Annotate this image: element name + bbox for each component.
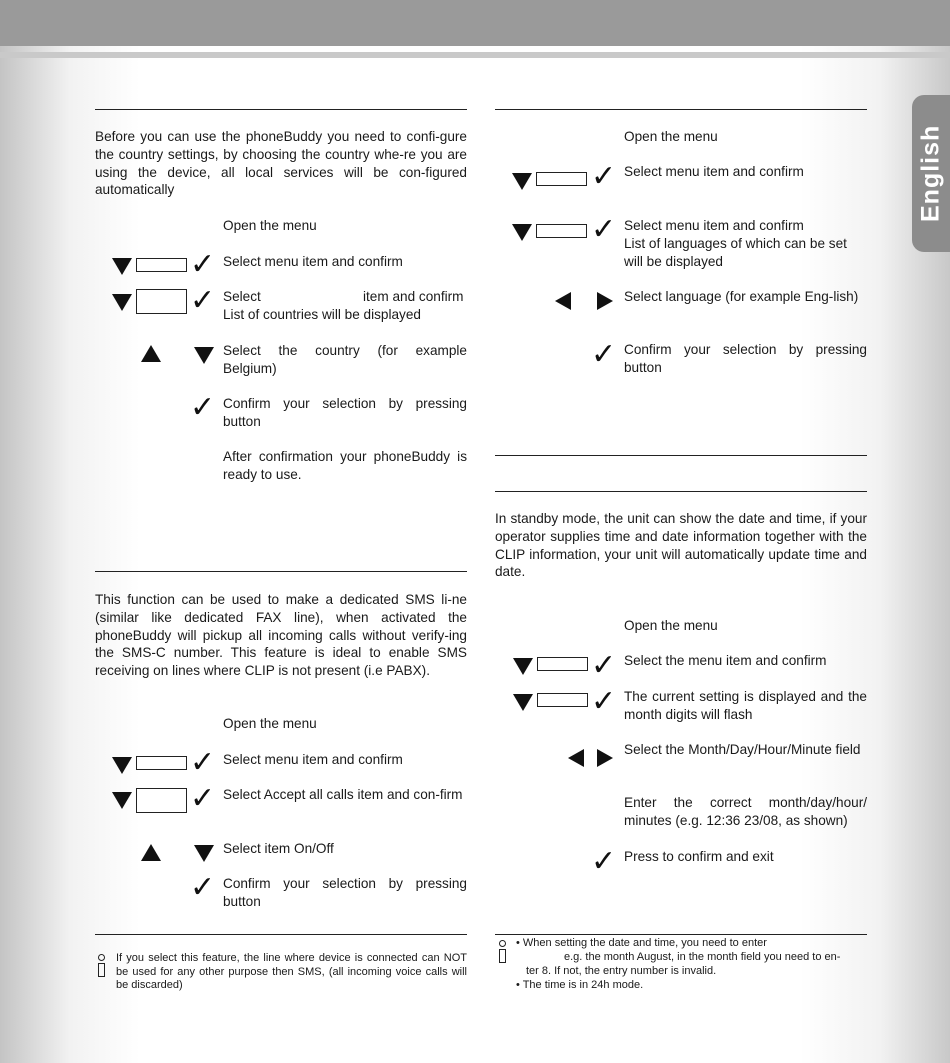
sms-step-accept-all: Select Accept all calls item and con-firm [223,787,463,802]
language-step-confirm: Confirm your selection by pressing button [624,342,867,375]
down-arrow-icon [194,347,214,364]
section-divider [495,109,867,110]
section-divider [95,571,467,572]
sms-step-select-menu: Select menu item and confirm [223,752,403,767]
left-arrow-icon [555,292,571,310]
check-icon: ✓ [190,283,216,318]
language-tab [912,95,950,252]
language-tab-label: English [916,124,945,223]
header-bar [0,0,950,46]
menu-display-box [136,289,187,314]
section-divider [95,109,467,110]
country-step-list-displayed: List of countries will be displayed [223,307,421,322]
menu-display-box [537,657,588,671]
note-divider [95,934,467,935]
down-arrow-icon [112,294,132,311]
right-arrow-icon [597,292,613,310]
menu-display-box [536,224,587,238]
language-step-open-menu: Open the menu [624,129,718,144]
down-arrow-icon [513,694,533,711]
datetime-note-line-4: • The time is in 24h mode. [516,979,644,991]
up-arrow-icon [141,345,161,362]
down-arrow-icon [512,224,532,241]
check-icon: ✓ [190,745,216,780]
datetime-step-enter-value: Enter the correct month/day/hour/ minutes (e.g. 12:36 23/08, as shown) [624,795,867,828]
datetime-intro: In standby mode, the unit can show the date and time, if your operator supplies time and date information together with the CLIP information, your unit will automatically update time and date. [495,511,867,580]
datetime-step-confirm-exit: Press to confirm and exit [624,849,774,864]
check-icon: ✓ [591,159,617,194]
sms-step-confirm: Confirm your selection by pressing button [223,876,467,909]
datetime-note-line-2: e.g. the month August, in the month field you need to en- [564,951,841,963]
language-step-select-language: Select language (for example Eng-lish) [624,289,859,304]
down-arrow-icon [112,258,132,275]
check-icon: ✓ [591,844,617,879]
datetime-note-line-3: ter 8. If not, the entry number is invalid. [526,965,717,977]
language-step-list-displayed: List of languages of which can be set will be displayed [624,236,847,269]
header-stripe [0,52,950,58]
down-arrow-icon [512,173,532,190]
country-step-select: Select [223,289,261,304]
sms-intro: This function can be used to make a dedicated SMS li-ne (similar like dedicated FAX line), when activated the phoneBuddy will pickup all incoming calls without verify-ing the SMS-C number. This feature is ideal to enable SMS receiving on lines where CLIP is not present (i.e PABX). [95,592,467,679]
language-step-select-menu-2: Select menu item and confirm [624,218,804,233]
right-arrow-icon [597,749,613,767]
datetime-step-current-setting: The current setting is displayed and the month digits will flash [624,689,867,722]
check-icon: ✓ [190,247,216,282]
menu-display-box [136,788,187,813]
country-step-open-menu: Open the menu [223,218,317,233]
down-arrow-icon [112,757,132,774]
down-arrow-icon [194,845,214,862]
check-icon: ✓ [591,648,617,683]
down-arrow-icon [112,792,132,809]
left-arrow-icon [568,749,584,767]
section-divider [495,491,867,492]
section-divider [495,455,867,456]
sms-note: If you select this feature, the line where device is connected can NOT be used for any other purpose then SMS, (all incoming voice calls will be discarded) [116,952,467,992]
menu-display-box [136,756,187,770]
note-divider [495,934,867,935]
check-icon: ✓ [190,781,216,816]
menu-display-box [537,693,588,707]
sms-step-on-off: Select item On/Off [223,841,334,856]
country-step-confirm: Confirm your selection by pressing button [223,396,467,429]
country-step-select-menu: Select menu item and confirm [223,254,403,269]
country-step-ready: After confirmation your phoneBuddy is ready to use. [223,449,467,482]
datetime-step-select-field: Select the Month/Day/Hour/Minute field [624,742,861,757]
check-icon: ✓ [591,337,617,372]
menu-display-box [136,258,187,272]
info-icon [499,940,507,963]
info-icon [98,954,106,977]
check-icon: ✓ [190,390,216,425]
check-icon: ✓ [591,212,617,247]
datetime-step-select-menu: Select the menu item and confirm [624,653,827,668]
check-icon: ✓ [591,684,617,719]
menu-display-box [536,172,587,186]
check-icon: ✓ [190,870,216,905]
down-arrow-icon [513,658,533,675]
sms-step-open-menu: Open the menu [223,716,317,731]
country-intro: Before you can use the phoneBuddy you need to confi-gure the country settings, by choosing the country whe-re you are using the device, all local services will be con-figured automatically [95,129,467,198]
country-step-select-country: Select the country (for example Belgium) [223,343,467,376]
datetime-note-line-1: • When setting the date and time, you need to enter [516,937,767,949]
language-step-select-menu-1: Select menu item and confirm [624,164,804,179]
country-step-item-confirm: item and confirm [363,289,464,304]
datetime-step-open-menu: Open the menu [624,618,718,633]
up-arrow-icon [141,844,161,861]
